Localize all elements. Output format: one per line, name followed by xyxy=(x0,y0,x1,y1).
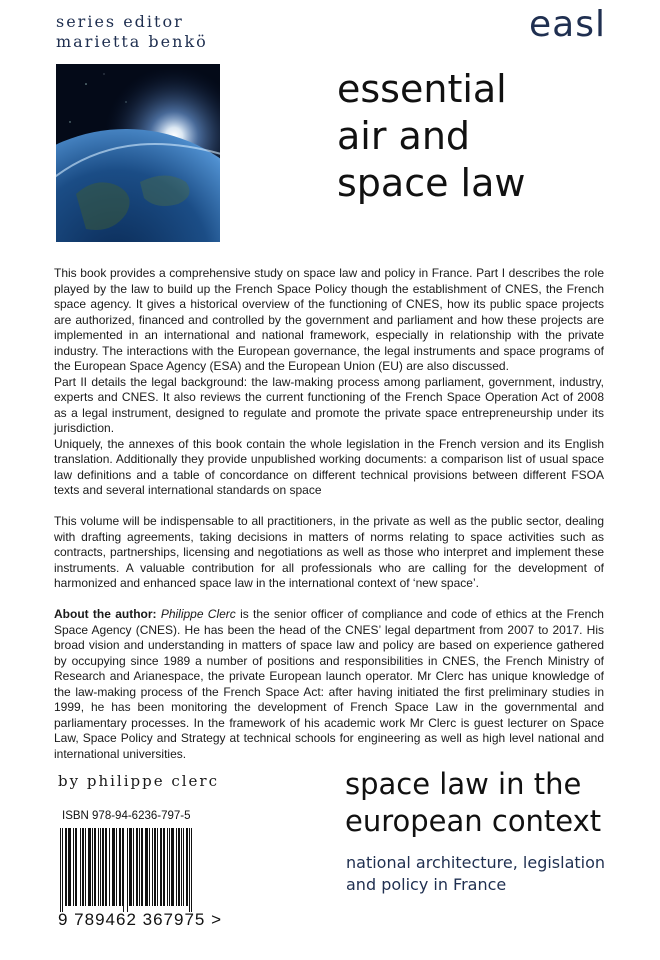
barcode-bar xyxy=(176,828,177,906)
barcode-bar xyxy=(167,828,168,906)
barcode-bar xyxy=(149,828,150,906)
isbn-label: ISBN 978-94-6236-797-5 xyxy=(62,810,191,822)
barcode-bar xyxy=(112,828,113,906)
book-title xyxy=(345,766,601,840)
barcode-bar xyxy=(169,828,170,906)
barcode-bar xyxy=(90,828,91,906)
barcode-bar xyxy=(105,828,106,906)
barcode-bar xyxy=(179,828,180,906)
barcode-bar xyxy=(136,828,137,906)
author-byline: by philippe clerc xyxy=(58,772,219,790)
barcode-bar xyxy=(80,828,81,906)
barcode-bar xyxy=(155,828,156,906)
barcode-bar xyxy=(147,828,148,906)
barcode-bar xyxy=(94,828,95,906)
barcode-bar xyxy=(161,828,162,906)
barcode-bar xyxy=(139,828,140,906)
barcode-bar xyxy=(75,828,76,906)
barcode-bar xyxy=(160,828,161,906)
barcode-bar xyxy=(88,828,89,906)
barcode-bar xyxy=(102,828,103,906)
barcode-bar xyxy=(98,828,99,906)
barcode-digits: 9 789462 367975 > xyxy=(58,910,223,929)
barcode-bar xyxy=(103,828,104,906)
book-subtitle-line-1: national architecture, legislation xyxy=(346,853,606,872)
series-title-line-2: air and xyxy=(337,114,471,158)
description-paragraph-3: Uniquely, the annexes of this book contain the whole legislation in the French version and its English translation. Additionally they provide unpublished working documents: a comparison list of usual space law definitions and a table of concordance on different technical provisions between different FSOA texts and several international standards on space xyxy=(54,436,604,497)
barcode-bar xyxy=(113,828,114,906)
barcode-bar xyxy=(164,828,165,906)
barcode-bar xyxy=(189,828,190,912)
author-name: Philippe Clerc xyxy=(160,607,236,621)
book-subtitle-line-2: and policy in France xyxy=(346,875,507,894)
barcode-bar xyxy=(131,828,132,906)
barcode-bar xyxy=(122,828,123,906)
barcode-bar xyxy=(146,828,147,906)
barcode-bar xyxy=(69,828,70,906)
barcode-bar xyxy=(142,828,143,906)
barcode-bar xyxy=(133,828,134,906)
barcode-bar xyxy=(106,828,107,906)
barcode-bar xyxy=(109,828,110,906)
barcode-bar xyxy=(62,828,63,912)
about-author xyxy=(54,607,604,762)
book-subtitle xyxy=(346,852,605,896)
description-paragraph-2: Part II details the legal background: the law-making process among parliament, government, industry, experts and CNES. It also reviews the current functioning of the French Space Operation Act of 2008 as a legal instrument, designed to regulate and promote the private space entrepreneurship under its jurisdiction. xyxy=(54,374,604,435)
about-author-label: About the author: xyxy=(54,607,157,621)
barcode-bar xyxy=(154,828,155,906)
barcode-bar xyxy=(178,828,179,906)
book-title-line-2: european context xyxy=(345,804,602,838)
barcode-bar xyxy=(130,828,131,906)
barcode-bar xyxy=(137,828,138,906)
series-title xyxy=(337,66,525,207)
barcode-bar xyxy=(127,828,128,912)
barcode-bar xyxy=(119,828,120,906)
barcode-bar xyxy=(68,828,69,906)
barcode-bar xyxy=(100,828,101,906)
publisher-logo: easl xyxy=(529,4,606,45)
description-paragraph-4: This volume will be indispensable to all practitioners, in the private as well as the public sector, dealing with drafting agreements, taking decisions in matters of norms relating to space activities such as contracts, partnerships, licensing and negotiations as well as those who interpret and implement these instruments. A valuable contribution for all professionals who are calling for the development of harmonized and enhanced space law in the international context of ‘new space’. xyxy=(54,514,604,590)
barcode-bar xyxy=(66,828,67,906)
barcode-bar xyxy=(141,828,142,906)
barcode-bar xyxy=(92,828,93,906)
series-editor-block xyxy=(56,12,208,52)
barcode-bar xyxy=(73,828,74,906)
barcode-bar xyxy=(145,828,146,906)
barcode-bar xyxy=(183,828,184,906)
barcode-bar xyxy=(191,828,192,912)
barcode-bar xyxy=(172,828,173,906)
barcode-bar xyxy=(173,828,174,906)
barcode-bar xyxy=(60,828,61,912)
description-paragraph-1: This book provides a comprehensive study on space law and policy in France. Part I describes the role played by the law to build up the French Space Policy though the establishment of CNES, the French space agency. It gives a historical overview of the functioning of CNES, how its public space projects are authorized, financed and controlled by the government and parliament and how these projects are implemented in an international and national framework, especially in relationship with the private industry. The interactions with the European governance, the legal instruments and space programs of the European Space Agency (ESA) and the European Union (EU) are also discussed. xyxy=(54,266,604,373)
earth-cover-image xyxy=(56,64,220,242)
barcode xyxy=(60,828,194,912)
about-author-text: is the senior officer of compliance and code of ethics at the French Space Agency (CNES). He has been the head of the CNES’ legal department from 2007 to 2017. His broad vision and understanding in matters of space law and policy are based on experience gathered by occupying since 1989 a number of positions and responsibilities in CNES, the French Ministry of Research and Arianespace, the private European launch operator. Mr Clerc has unique knowledge of the law-making process of the French Space Act: after having initiated the first preliminary studies in 1999, he has been monitoring the development of French Space Law in the governmental and parliamentary processes. In the framework of his academic work Mr Clerc is guest lecturer on Space Law, Space Policy and Strategy at technical schools for engineering as well as high level national and international universities. xyxy=(54,607,604,761)
barcode-bar xyxy=(95,828,96,906)
barcode-bar xyxy=(157,828,158,906)
barcode-bar xyxy=(65,828,66,906)
barcode-bar xyxy=(123,828,124,912)
barcode-bar xyxy=(187,828,188,906)
book-description xyxy=(54,266,604,762)
barcode-bar xyxy=(186,828,187,906)
barcode-bar xyxy=(163,828,164,906)
barcode-bar xyxy=(152,828,153,906)
barcode-bar xyxy=(181,828,182,906)
barcode-bar xyxy=(70,828,71,906)
barcode-bar xyxy=(116,828,117,906)
barcode-bar xyxy=(171,828,172,906)
barcode-bar xyxy=(129,828,130,906)
barcode-bar xyxy=(85,828,86,906)
barcode-bar xyxy=(83,828,84,906)
barcode-bar xyxy=(114,828,115,906)
barcode-bar xyxy=(82,828,83,906)
series-title-line-1: essential xyxy=(337,67,507,111)
earth-illustration xyxy=(56,64,220,242)
series-title-line-3: space law xyxy=(337,161,526,205)
barcode-bar xyxy=(76,828,77,906)
barcode-bar xyxy=(120,828,121,906)
series-editor-name: marietta benkö xyxy=(56,32,208,51)
book-title-line-1: space law in the xyxy=(345,767,582,801)
barcode-bar xyxy=(89,828,90,906)
series-editor-label: series editor xyxy=(56,12,184,31)
